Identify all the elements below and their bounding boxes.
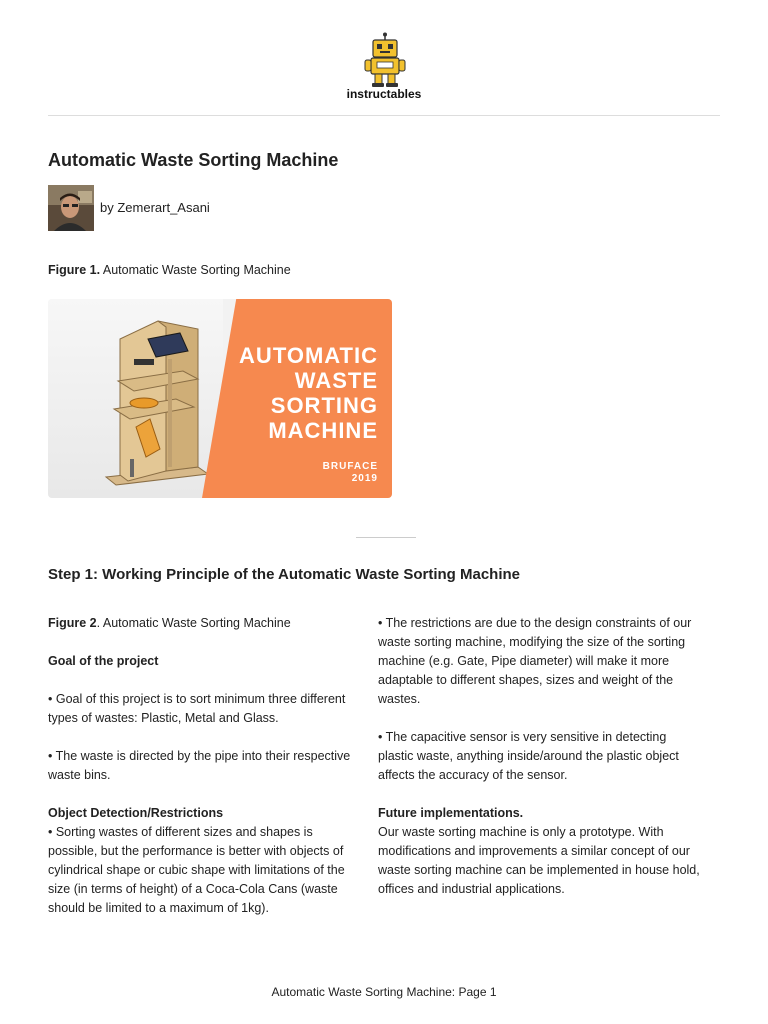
author-name[interactable]: by Zemerart_Asani [100, 200, 210, 215]
figure1-caption [48, 263, 291, 277]
author-avatar[interactable] [48, 185, 94, 231]
machine-render [48, 299, 223, 498]
detection-paragraph-1: • Sorting wastes of different sizes and shapes is possible, but the performance is better with objects of cylindrical shape or cubic shape with limitations of the size (in terms of height) of a Coca-Cola Cans (waste should be limited to a maximum of 1kg). [48, 825, 345, 915]
header-divider [48, 115, 720, 116]
site-logo-text[interactable]: instructables [346, 87, 422, 101]
figure2-label: Figure 2 [48, 616, 97, 630]
figure1-banner-subtitle: BRUFACE 2019 [322, 461, 378, 484]
goal-paragraph-1: • Goal of this project is to sort minimum three different types of wastes: Plastic, Metal and Glass. [48, 692, 346, 725]
step1-left-column [48, 614, 363, 918]
step1-right-column [378, 614, 703, 899]
restrictions-paragraph: • The restrictions are due to the design constraints of our waste sorting machine, modifying the size of the sorting machine (e.g. Gate, Pipe diameter) will make it more adaptable to different shapes, sizes and weight of the wastes. [378, 616, 692, 706]
article-title: Automatic Waste Sorting Machine [48, 150, 339, 170]
future-heading: Future implementations. [378, 806, 524, 820]
goal-paragraph-2: • The waste is directed by the pipe into their respective waste bins. [48, 749, 351, 782]
page-footer: Automatic Waste Sorting Machine: Page 1 [271, 985, 497, 999]
sensor-paragraph: • The capacitive sensor is very sensitive in detecting plastic waste, anything inside/around the plastic object affects the accuracy of the sensor. [378, 730, 679, 782]
goal-heading: Goal of the project [48, 654, 159, 668]
figure1-label: Figure 1. [48, 263, 101, 277]
instructables-robot-logo[interactable] [362, 32, 408, 88]
future-paragraph: Our waste sorting machine is only a prototype. With modifications and improvements a similar concept of our waste sorting machine can be implemented in house hold, offices and industrial applications. [378, 825, 700, 896]
figure1-banner-title: AUTOMATIC WASTE SORTING MACHINE [239, 343, 378, 443]
detection-heading: Object Detection/Restrictions [48, 806, 224, 820]
section-divider [356, 537, 416, 538]
figure1-caption-text: Automatic Waste Sorting Machine [100, 263, 291, 277]
step1-title: Step 1: Working Principle of the Automatic Waste Sorting Machine [48, 566, 520, 583]
figure2-caption: Figure 2. Automatic Waste Sorting Machine [48, 616, 291, 630]
figure1-image [48, 299, 392, 498]
site-header [0, 0, 768, 116]
